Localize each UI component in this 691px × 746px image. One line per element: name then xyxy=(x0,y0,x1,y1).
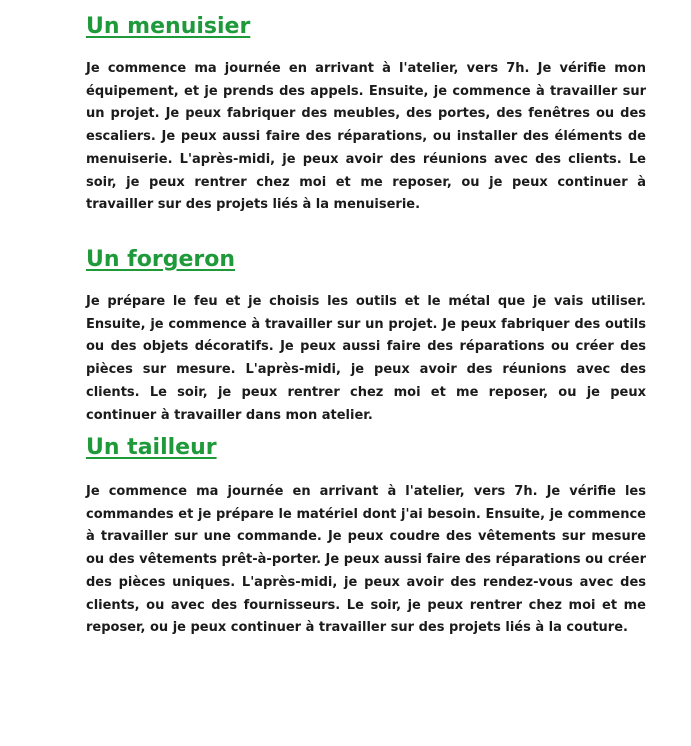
section-menuisier xyxy=(86,12,646,217)
section-paragraph: Je prépare le feu et je choisis les outils et le métal que je vais utiliser. Ensuite, je commence à travailler sur un projet. Je peux fabriquer des outils ou des objets décoratifs. Je peux aussi faire des réparations ou créer des pièces sur mesure. L'après-midi, je peux avoir des réunions avec des clients. Le soir, je peux rentrer chez moi et me reposer, ou je peux continuer à travailler dans mon atelier. xyxy=(86,294,646,423)
section-paragraph: Je commence ma journée en arrivant à l'atelier, vers 7h. Je vérifie mon équipement, et je prends des appels. Ensuite, je commence à travailler sur un projet. Je peux fabriquer des meubles, des portes, des fenêtres ou des escaliers. Je peux aussi faire des réparations, ou installer des éléments de menuiserie. L'après-midi, je peux avoir des réunions avec des clients. Le soir, je peux rentrer chez moi et me reposer, ou je peux continuer à travailler sur des projets liés à la menuiserie. xyxy=(86,61,646,213)
section-heading: Un tailleur xyxy=(86,435,217,460)
section-heading: Un forgeron xyxy=(86,247,236,272)
section-paragraph: Je commence ma journée en arrivant à l'atelier, vers 7h. Je vérifie les commandes et je prépare le matériel dont j'ai besoin. Ensuite, je commence à travailler sur une commande. Je peux coudre des vêtements sur mesure ou des vêtements prêt-à-porter. Je peux aussi faire des réparations ou créer des pièces uniques. L'après-midi, je peux avoir des rendez-vous avec des clients, ou avec des fournisseurs. Le soir, je peux rentrer chez moi et me reposer, ou je peux continuer à travailler sur des projets liés à la couture. xyxy=(86,484,646,636)
section-heading: Un menuisier xyxy=(86,14,251,39)
section-forgeron xyxy=(86,245,646,427)
section-tailleur xyxy=(86,433,646,640)
